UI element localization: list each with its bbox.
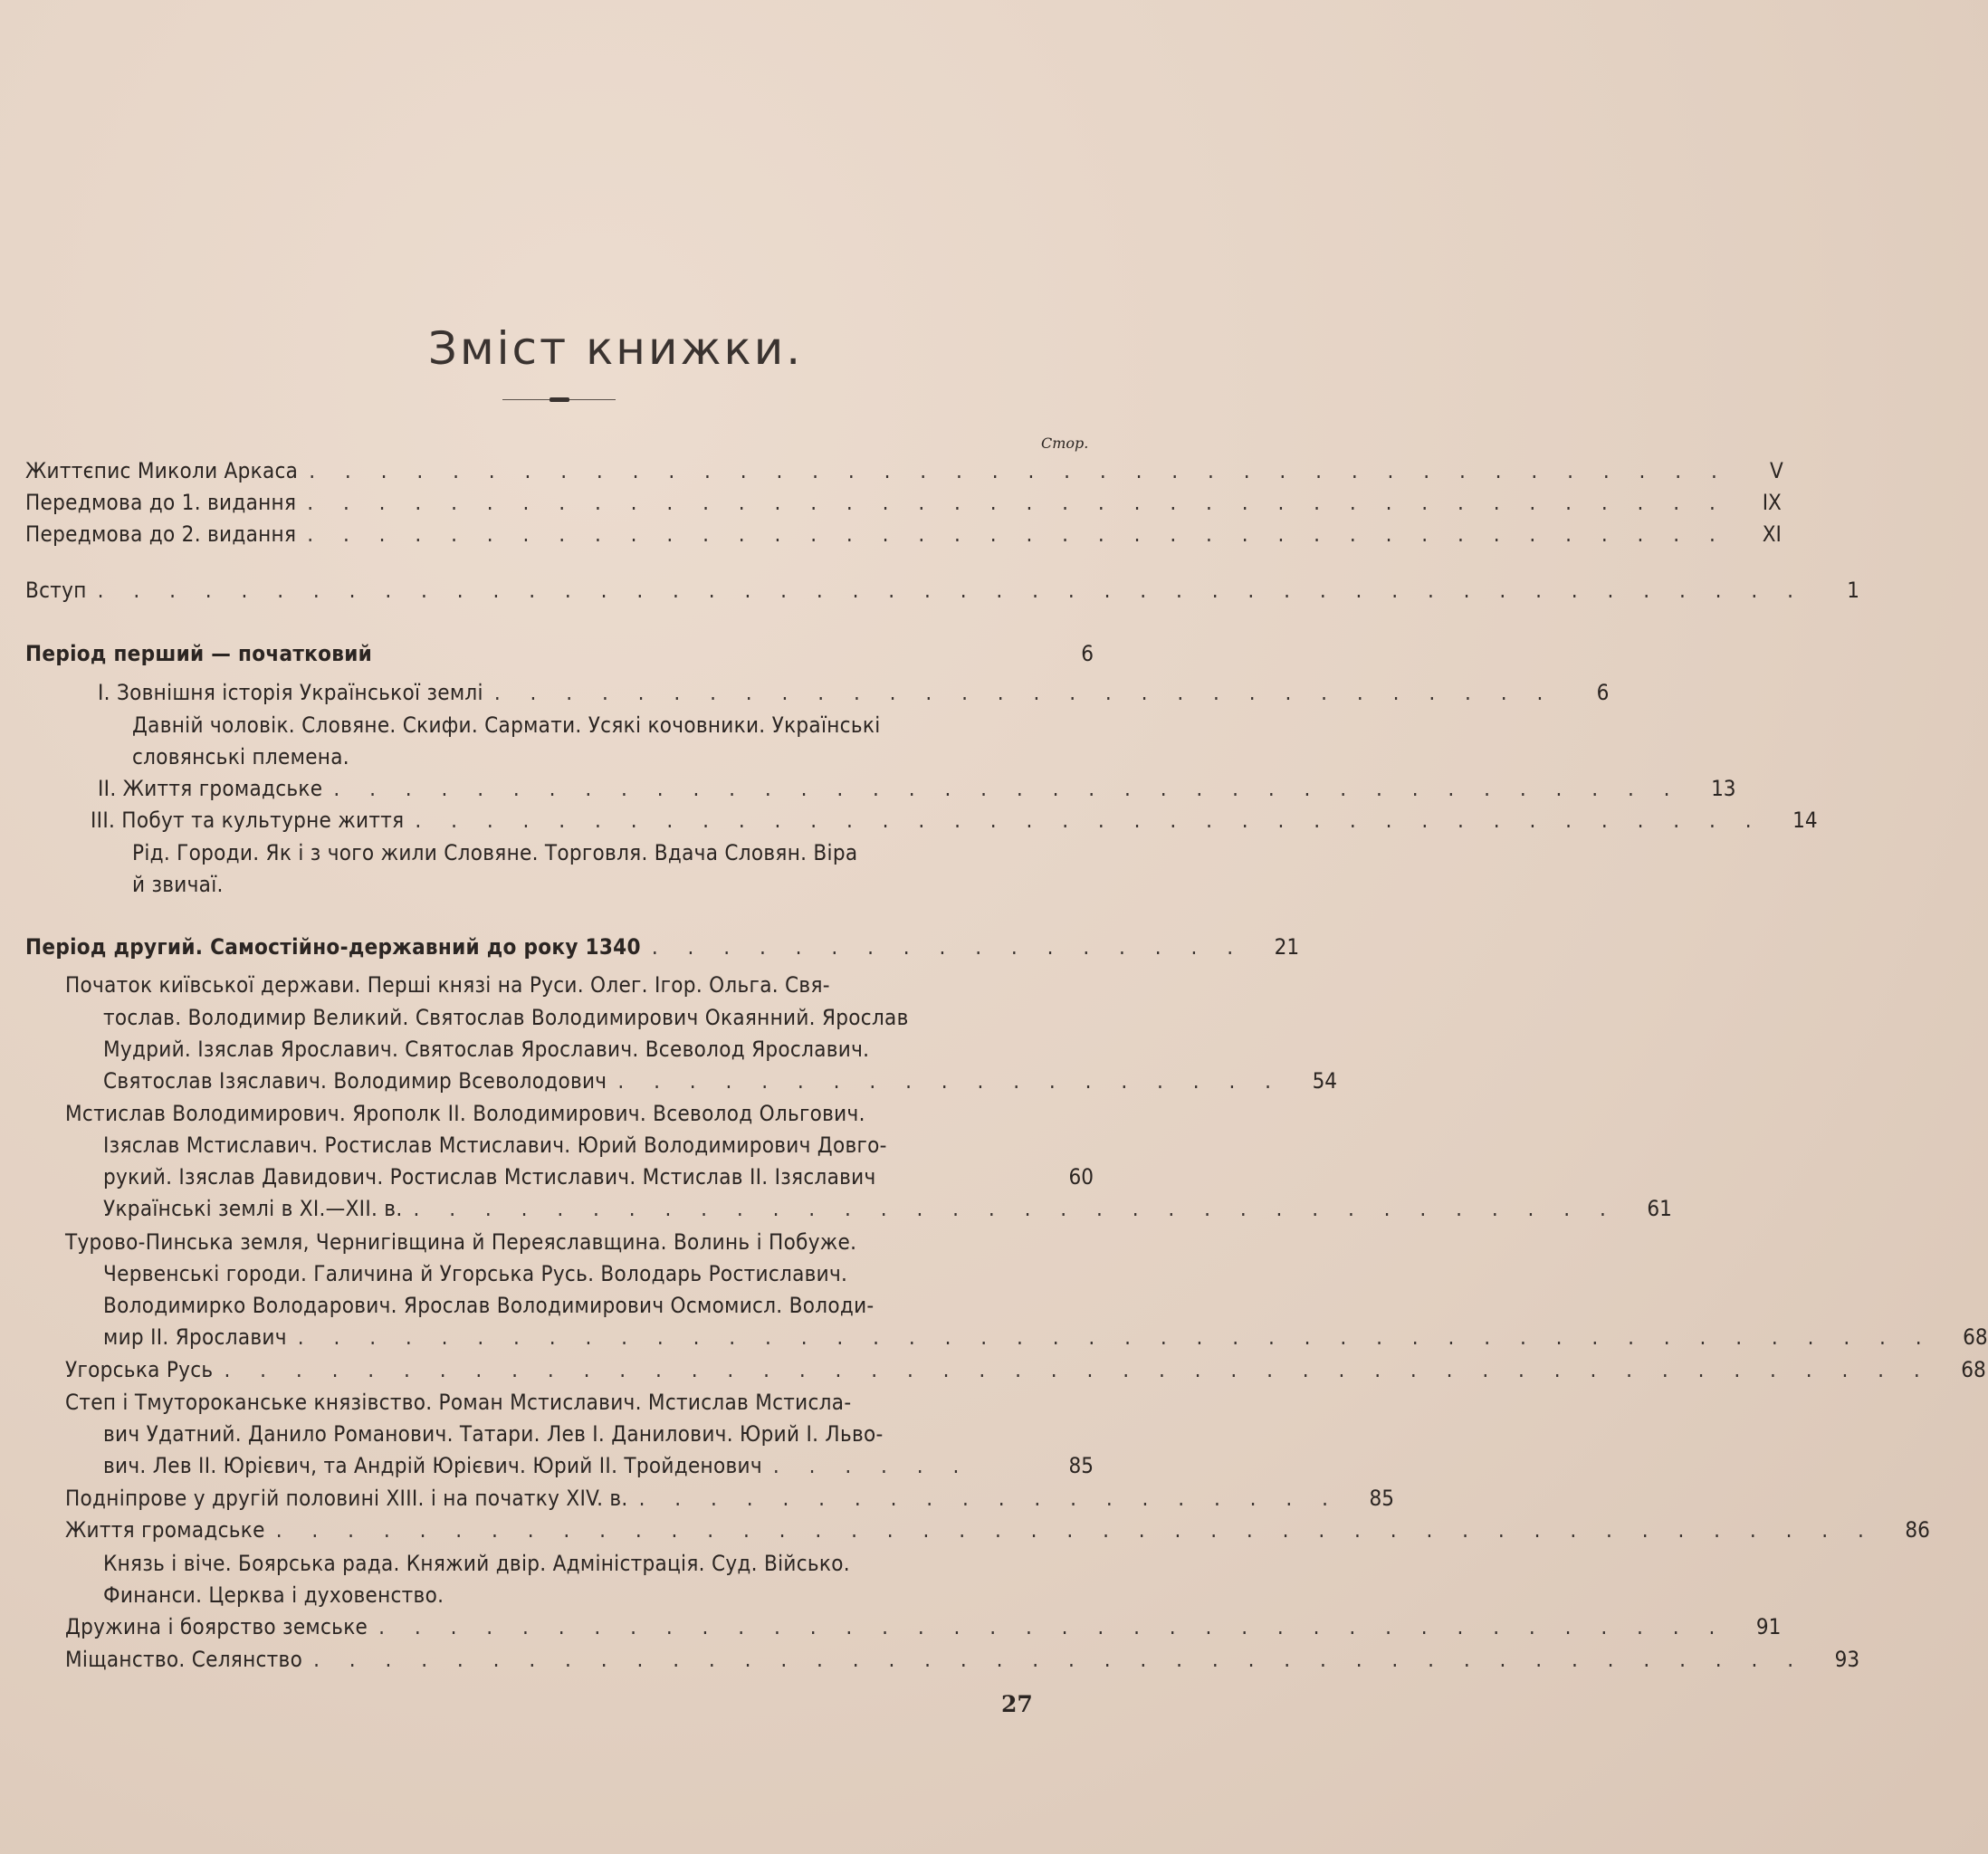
toc-entry-page: 61 bbox=[1647, 1196, 1672, 1221]
toc-entry bbox=[98, 773, 1736, 805]
toc-entry bbox=[25, 519, 1782, 550]
toc-entry bbox=[25, 487, 1782, 519]
toc-entry-text: ІІІ. Побут та культурне життя bbox=[91, 808, 405, 833]
entry-description: Володимирко Володарович. Ярослав Володимирович Осмомисл. Володи- bbox=[103, 1293, 875, 1318]
dot-leader: . . . . . . . . . . . . . . . . . bbox=[651, 934, 1246, 960]
toc-entry bbox=[103, 1322, 1988, 1353]
dot-leader: . . . . . . . . . . . . . . . . . . . . . . . . . . . . . . . . . . . . . . . . . . . . . . bbox=[297, 1324, 1934, 1350]
entry-description: Князь і віче. Боярська рада. Княжий двір. Адміністрація. Суд. Військо. bbox=[103, 1551, 850, 1576]
toc-entry-text: мир ІІ. Ярославич bbox=[103, 1324, 287, 1350]
section-heading-text: Період перший — початковий bbox=[25, 641, 373, 666]
toc-entry-page: 13 bbox=[1711, 776, 1736, 801]
entry-description: Червенські городи. Галичина й Угорська Русь. Володарь Ростиславич. bbox=[103, 1261, 848, 1286]
toc-entry-text: ІІ. Життя громадське bbox=[98, 776, 323, 801]
entry-description: Турово-Пинська земля, Чернигівщина й Переяславщина. Волинь і Побуже. bbox=[65, 1229, 857, 1255]
toc-entry bbox=[103, 1450, 1094, 1482]
dot-leader: . . . . . . bbox=[772, 1453, 971, 1478]
entry-description: й звичаї. bbox=[132, 872, 224, 897]
entry-description: Ізяслав Мстиславич. Ростислав Мстиславич. Юрий Володимирович Довго- bbox=[103, 1132, 887, 1158]
dot-leader: . . . . . . . . . . . . . . . . . . . . . . . . . . . . . . . . . . . . . . . . . . . . . bbox=[275, 1517, 1876, 1543]
dot-leader: . . . . . . . . . . . . . . . . . . . . . . . . . . . . . . . . . . . . . . . . bbox=[309, 458, 1729, 483]
toc-entry-text: Угорська Русь bbox=[65, 1357, 214, 1382]
page-title: Зміст книжки. bbox=[427, 322, 804, 375]
toc-entry-page: 91 bbox=[1755, 1614, 1782, 1639]
entry-description: Рід. Городи. Як і з чого жили Словяне. Торговля. Вдача Словян. Віра bbox=[132, 840, 858, 865]
page-number: 27 bbox=[1001, 1691, 1033, 1717]
dot-leader: . . . . . . . . . . . . . . . . . . . . . . . . . . . . . . . . . . . . . . bbox=[415, 808, 1763, 833]
dot-leader: . . . . . . . . . . . . . . . . . . . . . . . . . . . . . . . . . . . . . . bbox=[378, 1614, 1727, 1639]
dot-leader: . . . . . . . . . . . . . . . . . . . . . . . . . . . . . . . . . . . . . . . . bbox=[307, 490, 1727, 515]
toc-entry-text: Святослав Ізяславич. Володимир Всеволодович bbox=[103, 1068, 607, 1094]
toc-entry-text: Українські землі в ХІ.—ХІІ. в. bbox=[103, 1196, 403, 1221]
toc-entry-text: вич. Лев ІІ. Юрієвич, та Андрій Юрієвич. Юрий ІІ. Тройденович bbox=[103, 1453, 762, 1478]
toc-entry-page: 68 bbox=[1963, 1324, 1988, 1350]
toc-entry bbox=[103, 1161, 1094, 1193]
toc-entry-page: 93 bbox=[1834, 1647, 1860, 1672]
toc-entry-page: 60 bbox=[1068, 1164, 1094, 1190]
toc-entry bbox=[25, 455, 1783, 487]
toc-entry-text: Передмова до 1. видання bbox=[25, 490, 297, 515]
dot-leader: . . . . . . . . . . . . . . . . . . . . . . . . . . . . . . . . . . bbox=[413, 1196, 1618, 1221]
toc-entry-page: 6 bbox=[1596, 680, 1610, 705]
dot-leader: . . . . . . . . . . . . . . . . . . . . . . . . . . . . . . . . . . . . . . . . . . . . . . . . bbox=[224, 1357, 1932, 1382]
toc-entry-text: І. Зовнішня історія Української землі bbox=[98, 680, 483, 705]
section-heading bbox=[25, 932, 1300, 963]
toc-entry-page: XI bbox=[1762, 521, 1782, 547]
toc-entry bbox=[65, 1644, 1860, 1676]
toc-entry bbox=[103, 1193, 1672, 1225]
entry-description: вич Удатний. Данило Романович. Татари. Лев І. Данилович. Юрий І. Льво- bbox=[103, 1421, 884, 1447]
toc-entry bbox=[91, 805, 1818, 836]
toc-entry bbox=[65, 1483, 1394, 1515]
dot-leader: . . . . . . . . . . . . . . . . . . . bbox=[617, 1068, 1284, 1094]
entry-description: Початок київської держави. Перші князі на Руси. Олег. Ігор. Ольга. Свя- bbox=[65, 972, 830, 998]
entry-description: Мудрий. Ізяслав Ярославич. Святослав Ярославич. Всеволод Ярославич. bbox=[103, 1037, 870, 1062]
dot-leader: . . . . . . . . . . . . . . . . . . . . . . . . . . . . . . bbox=[493, 680, 1555, 705]
dot-leader: . . . . . . . . . . . . . . . . . . . . . . . . . . . . . . . . . . . . . . . . . . . . . . . . bbox=[97, 578, 1805, 603]
toc-entry-page: 54 bbox=[1312, 1068, 1338, 1094]
toc-entry-text: Міщанство. Селянство bbox=[65, 1647, 303, 1672]
toc-entry-text: Життя громадське bbox=[65, 1517, 265, 1543]
toc-entry bbox=[65, 1515, 1930, 1546]
toc-entry-page: 14 bbox=[1792, 808, 1818, 833]
toc-entry-text: Подніпрове у другій половині ХІІІ. і на початку ХІV. в. bbox=[65, 1486, 628, 1511]
entry-description: словянські племена. bbox=[132, 744, 349, 769]
toc-entry bbox=[65, 1354, 1986, 1386]
title-ornament bbox=[502, 397, 616, 404]
toc-entry-page: 68 bbox=[1961, 1357, 1986, 1382]
toc-entry bbox=[25, 575, 1859, 607]
toc-entry-page: 21 bbox=[1274, 934, 1300, 960]
toc-entry-text: Вступ bbox=[25, 578, 87, 603]
toc-entry bbox=[65, 1611, 1782, 1643]
toc-entry-text: Життєпис Миколи Аркаса bbox=[25, 458, 299, 483]
toc-entry-page: V bbox=[1770, 458, 1783, 483]
section-heading bbox=[25, 638, 1094, 670]
toc-entry-text: Дружина і боярство земське bbox=[65, 1614, 368, 1639]
toc-entry-page: IX bbox=[1762, 490, 1782, 515]
dot-leader: . . . . . . . . . . . . . . . . . . . . . . . . . . . . . . . . . . . . . . bbox=[333, 776, 1682, 801]
entry-description: Мстислав Володимирович. Ярополк ІІ. Володимирович. Всеволод Ольгович. bbox=[65, 1101, 865, 1126]
page-column-label: Стор. bbox=[1041, 435, 1089, 452]
entry-description: Давній чоловік. Словяне. Скифи. Сармати. Усякі кочовники. Українські bbox=[132, 712, 881, 738]
toc-entry-page: 6 bbox=[1081, 641, 1094, 666]
toc-entry bbox=[98, 677, 1610, 709]
toc-entry-page: 85 bbox=[1369, 1486, 1394, 1511]
section-heading-text: Період другий. Самостійно-державний до року 1340 bbox=[25, 934, 641, 960]
dot-leader: . . . . . . . . . . . . . . . . . . . . bbox=[638, 1486, 1340, 1511]
entry-description: Финанси. Церква і духовенство. bbox=[103, 1582, 444, 1608]
entry-description: Степ і Тмутороканське князівство. Роман Мстиславич. Мстислав Мстисла- bbox=[65, 1390, 852, 1415]
toc-entry-text: Передмова до 2. видання bbox=[25, 521, 297, 547]
toc-entry bbox=[103, 1066, 1338, 1097]
dot-leader: . . . . . . . . . . . . . . . . . . . . . . . . . . . . . . . . . . . . . . . . . . bbox=[313, 1647, 1806, 1672]
dot-leader: . . . . . . . . . . . . . . . . . . . . . . . . . . . . . . . . . . . . . . . . bbox=[307, 521, 1727, 547]
toc-entry-page: 86 bbox=[1905, 1517, 1930, 1543]
toc-entry-page: 85 bbox=[1068, 1453, 1094, 1478]
toc-entry-text: рукий. Ізяслав Давидович. Ростислав Мстиславич. Мстислав ІІ. Ізяславич bbox=[103, 1164, 876, 1190]
toc-entry-page: 1 bbox=[1847, 578, 1859, 603]
entry-description: тослав. Володимир Великий. Святослав Володимирович Окаянний. Ярослав bbox=[103, 1005, 909, 1030]
